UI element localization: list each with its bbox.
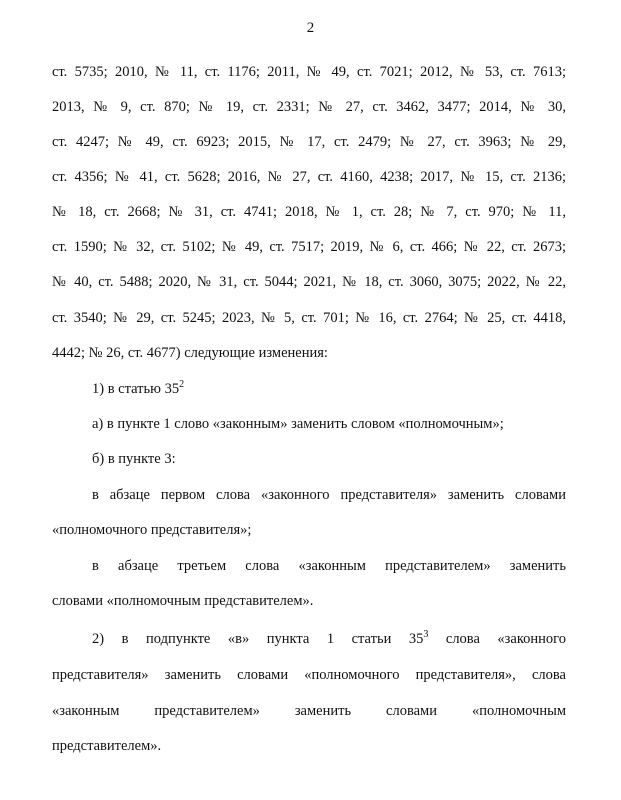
citation-line-7: № 40, ст. 5488; 2020, № 31, ст. 5044; 2021, № 18, ст. 3060, 3075; 2022, № 22, (52, 274, 566, 290)
citation-line-8: ст. 3540; № 29, ст. 5245; 2023, № 5, ст. 701; № 16, ст. 2764; № 25, ст. 4418, (52, 310, 566, 326)
item-2-line-3: «законным представителем» заменить словами «полномочным (52, 703, 566, 719)
paragraph-third-line-1: в абзаце третьем слова «законным представителем» заменить (92, 558, 566, 574)
item-1-superscript: 2 (179, 379, 185, 390)
citation-line-2: 2013, № 9, ст. 870; № 19, ст. 2331; № 27, ст. 3462, 3477; 2014, № 30, (52, 99, 566, 115)
paragraph-first-line-1: в абзаце первом слова «законного представителя» заменить словами (92, 487, 566, 503)
item-2-line-1 (92, 630, 566, 648)
item-2-pre: 2) в подпункте «в» пункта 1 статьи 35 (92, 631, 424, 647)
item-2-superscript: 3 (423, 629, 429, 640)
item-1-text: 1) в статью 35 (92, 381, 180, 397)
citation-line-1: ст. 5735; 2010, № 11, ст. 1176; 2011, № 49, ст. 7021; 2012, № 53, ст. 7613; (52, 64, 566, 80)
item-2-line-2: представителя» заменить словами «полномочного представителя», слова (52, 667, 566, 683)
item-1 (92, 380, 184, 398)
citation-line-9: 4442; № 26, ст. 4677) следующие изменения: (52, 345, 328, 361)
citation-line-6: ст. 1590; № 32, ст. 5102; № 49, ст. 7517; 2019, № 6, ст. 466; № 22, ст. 2673; (52, 239, 566, 255)
item-1a: а) в пункте 1 слово «законным» заменить словом «полномочным»; (92, 416, 504, 432)
citation-line-3: ст. 4247; № 49, ст. 6923; 2015, № 17, ст. 2479; № 27, ст. 3963; № 29, (52, 134, 566, 150)
item-2-post: слова «законного (428, 631, 566, 647)
citation-line-5: № 18, ст. 2668; № 31, ст. 4741; 2018, № 1, ст. 28; № 7, ст. 970; № 11, (52, 204, 566, 220)
item-2-line-4: представителем». (52, 738, 162, 754)
item-1b: б) в пункте 3: (92, 451, 176, 467)
paragraph-first-line-2: «полномочного представителя»; (52, 522, 252, 538)
citation-line-4: ст. 4356; № 41, ст. 5628; 2016, № 27, ст. 4160, 4238; 2017, № 15, ст. 2136; (52, 169, 566, 185)
paragraph-third-line-2: словами «полномочным представителем». (52, 593, 314, 609)
page-number: 2 (306, 20, 315, 36)
